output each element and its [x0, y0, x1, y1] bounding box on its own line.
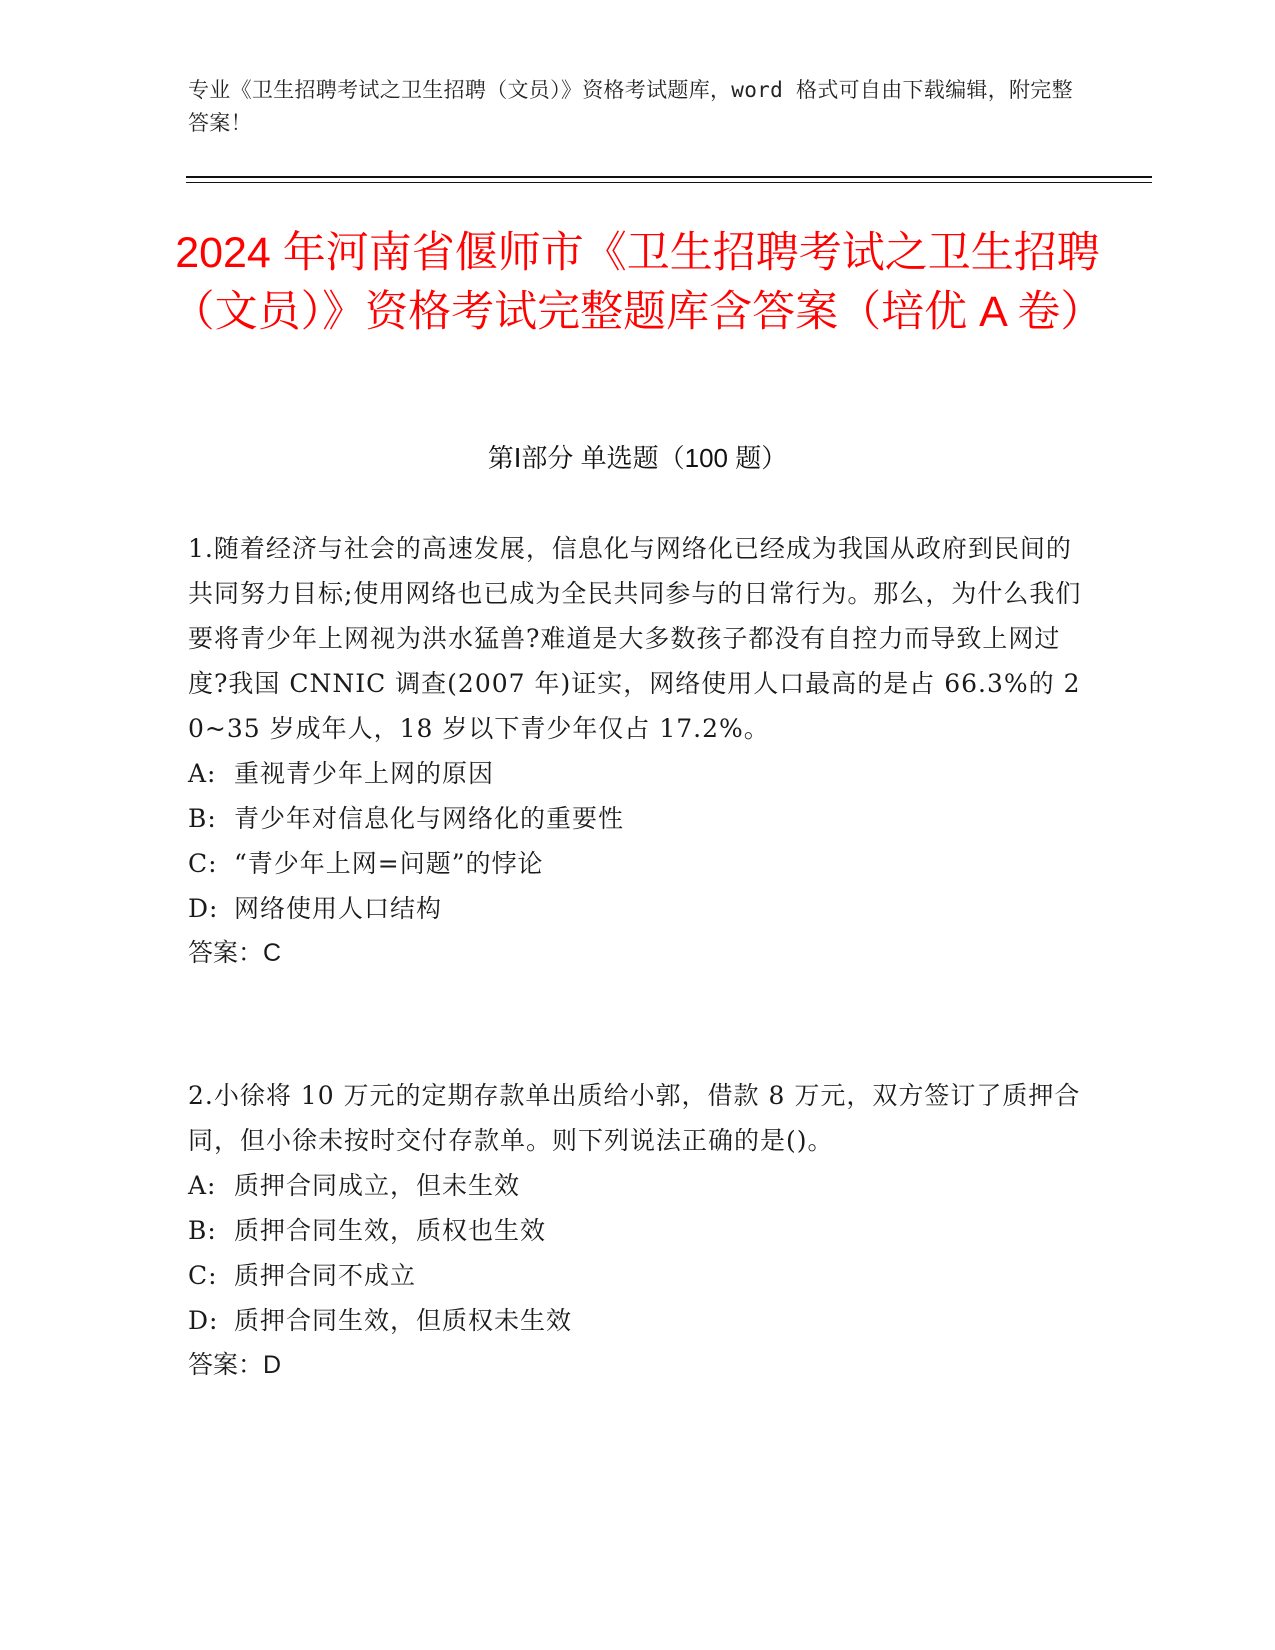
option-text: 质押合同生效，但质权未生效: [234, 1306, 573, 1335]
option-text: 网络使用人口结构: [234, 894, 443, 923]
section-title: 第Ⅰ部分 单选题（100 题）: [487, 443, 788, 473]
document-title: 2024 年河南省偃师市《卫生招聘考试之卫生招聘（文员）》资格考试完整题库含答案（培优 A 卷）: [171, 229, 1104, 336]
option-key: A:: [188, 1171, 217, 1200]
option-text: 重视青少年上网的原因: [234, 759, 495, 788]
option-a: [188, 1163, 1088, 1208]
option-text: 质押合同生效，质权也生效: [234, 1216, 547, 1245]
question-1: [188, 526, 1088, 976]
option-key: C:: [188, 1261, 218, 1290]
option-key: C:: [188, 849, 218, 878]
option-a: [188, 751, 1088, 796]
option-text: 质押合同成立，但未生效: [234, 1171, 521, 1200]
option-text: 质押合同不成立: [234, 1261, 417, 1290]
option-c: [188, 841, 1088, 886]
option-key: D:: [188, 1306, 219, 1335]
option-key: D:: [188, 894, 219, 923]
question-stem: 2.小徐将 10 万元的定期存款单出质给小郭，借款 8 万元，双方签订了质押合同，但小徐未按时交付存款单。则下列说法正确的是()。: [188, 1081, 1081, 1155]
option-text: “青少年上网=问题”的悖论: [234, 849, 544, 878]
option-d: [188, 1298, 1088, 1343]
option-key: A:: [188, 759, 217, 788]
option-key: B:: [188, 804, 217, 833]
answer-line: 答案：C: [188, 939, 282, 967]
answer-line: 答案：D: [188, 1351, 282, 1379]
header-note: 专业《卫生招聘考试之卫生招聘（文员）》资格考试题库，word 格式可自由下载编辑，附完整答案！: [188, 78, 1073, 135]
option-text: 青少年对信息化与网络化的重要性: [234, 804, 625, 833]
option-key: B:: [188, 1216, 217, 1245]
header-divider-thin: [186, 182, 1152, 183]
question-stem: 1.随着经济与社会的高速发展，信息化与网络化已经成为我国从政府到民间的共同努力目标;使用网络也已成为全民共同参与的日常行为。那么，为什么我们要将青少年上网视为洪水猛兽?难道是大多数孩子都没有自控力而导致上网过度?我国 CNNIC 调查(2007 年)证实，网络使用人口最高的是占 66.3%的 20~35 岁成年人，18 岁以下青少年仅占 17.2%。: [188, 534, 1082, 743]
option-b: [188, 796, 1088, 841]
header-divider-thick: [186, 176, 1152, 178]
option-b: [188, 1208, 1088, 1253]
option-c: [188, 1253, 1088, 1298]
option-d: [188, 886, 1088, 931]
question-2: [188, 1073, 1088, 1388]
